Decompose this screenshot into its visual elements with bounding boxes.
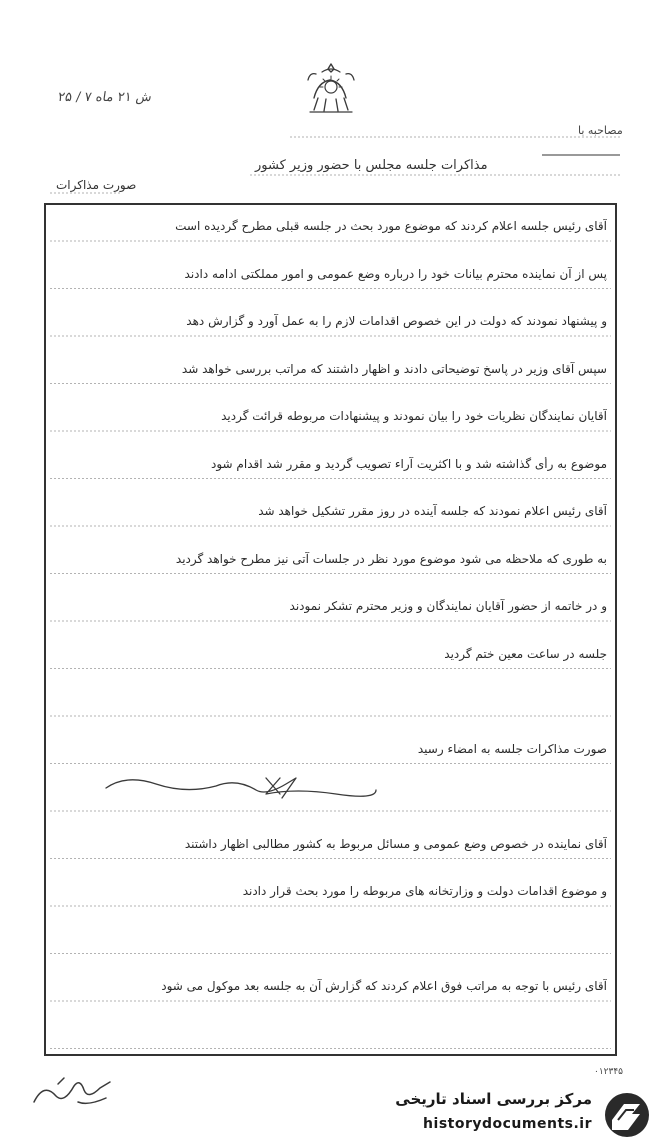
handwritten-line: جلسه در ساعت معین ختم گردید — [444, 646, 607, 661]
handwritten-line: آقایان نمایندگان نظریات خود را بیان نمودند و پیشنهادات مربوطه قرائت گردید — [221, 409, 607, 423]
archive-url: historydocuments.ir — [423, 1116, 592, 1132]
handwritten-line: آقای رئیس با توجه به مراتب فوق اعلام کردند که گزارش آن به جلسه بعد موکول می شود — [161, 979, 607, 993]
handwritten-line: و پیشنهاد نمودند که دولت در این خصوص اقدامات لازم را به عمل آورد و گزارش دهد — [186, 314, 607, 328]
handwritten-line — [54, 694, 607, 718]
handwritten-line: موضوع به رأی گذاشته شد و با اکثریت آراء تصویب گردید و مقرر شد اقدام شود — [211, 456, 607, 471]
handwritten-line: و موضوع اقدامات دولت و وزارتخانه های مربوطه را مورد بحث قرار دادند — [242, 884, 607, 898]
handwritten-line: صورت مذاکرات جلسه به امضاء رسید — [417, 741, 607, 756]
ruled-sheet — [44, 203, 617, 1056]
handwritten-line: سپس آقای وزیر در پاسخ توضیحاتی دادند و اظهار داشتند که مراتب بررسی خواهد شد — [181, 361, 607, 376]
handwritten-line: پس از آن نماینده محترم بیانات خود را درباره وضع عمومی و امور مملکتی ادامه دادند — [184, 266, 607, 281]
document-code: ۰۱۲۳۴۵ — [594, 1067, 624, 1077]
handwritten-line: آقای نماینده در خصوص وضع عمومی و مسائل مربوط به کشور مطالبی اظهار داشتند — [184, 836, 607, 851]
handwritten-line: به طوری که ملاحظه می شود موضوع مورد نظر در جلسات آتی نیز مطرح خواهد گردید — [175, 551, 607, 566]
handwritten-line: آقای رئیس جلسه اعلام کردند که موضوع مورد بحث در جلسه قبلی مطرح گردیده است — [175, 219, 607, 233]
handwritten-line: و در خاتمه از حضور آقایان نمایندگان و وزیر محترم تشکر نمودند — [289, 599, 607, 613]
reference-label: مصاحبه با — [578, 124, 623, 137]
handwritten-line — [54, 932, 607, 956]
lion-and-sun-crest-icon — [300, 58, 362, 120]
bottom-signature — [28, 1072, 118, 1112]
document-date: ش ۲۱ ماه ۷ / ۲۵ — [56, 90, 153, 105]
archive-logo — [378, 1088, 658, 1144]
handwritten-line: آقای رئیس اعلام نمودند که جلسه آینده در روز مقرر تشکیل خواهد شد — [258, 504, 607, 518]
document-heading: مذاکرات جلسه مجلس با حضور وزیر کشور — [255, 158, 488, 173]
archive-name: مرکز بررسی اسناد تاریخی — [395, 1090, 592, 1108]
margin-note: صورت مذاکرات — [56, 178, 137, 192]
archive-logo-icon — [600, 1090, 654, 1140]
signature-scribble — [96, 768, 396, 804]
